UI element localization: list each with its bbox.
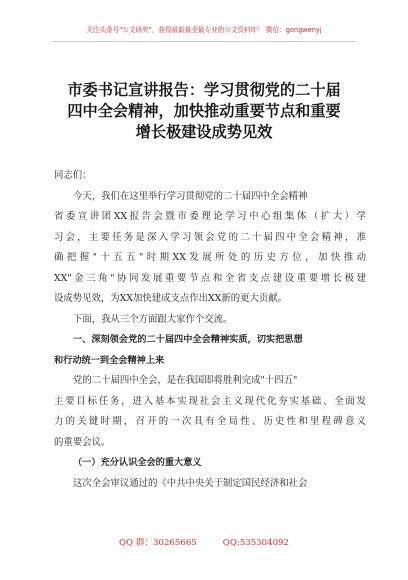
paragraph-line: 的重要会议。 bbox=[54, 436, 111, 448]
intro-line: XX"金三角"协同发展重要节点和全省支点建设重要增长极建 bbox=[54, 272, 366, 284]
intro-line: 确把握"十五五"时期XX发展所处的历史方位，加快推动 bbox=[54, 252, 366, 263]
intro-paragraph bbox=[54, 187, 366, 310]
title-line: 增长极建设成势见效 bbox=[135, 123, 273, 141]
paragraph-1 bbox=[54, 371, 366, 453]
salutation bbox=[54, 166, 366, 187]
section-heading-line: 一、深刻领会党的二十届四中全会精神实质，切实把思想 bbox=[73, 334, 303, 345]
paragraph-line: 力的关键时期，召开的一次具有全局性、历史性和里程碑意义 bbox=[54, 416, 366, 427]
document-title bbox=[40, 80, 368, 143]
intro-line: 设成势见效，为XX加快建成支点作出XX新的更大贡献。 bbox=[54, 293, 287, 304]
salutation-text: 同志们： bbox=[54, 170, 92, 181]
subsection-heading-1 bbox=[54, 453, 366, 474]
footer-qq-group: QQ 群：30265665 bbox=[119, 538, 197, 548]
transition-text: 下面，我从三个方面跟大家作个交流。 bbox=[73, 313, 233, 325]
intro-line: 习会，主要任务是深入学习领会党的二十届四中全会精神，准 bbox=[54, 231, 366, 243]
intro-line: 今天，我们在这里举行学习贯彻党的二十届四中全会精神 bbox=[73, 190, 308, 202]
header-promo-note bbox=[0, 26, 408, 35]
transition-paragraph bbox=[54, 310, 366, 331]
paragraph-line: 这次全会审议通过的《中共中央关于制定国民经济和社会 bbox=[73, 477, 308, 489]
section-heading-line: 和行动统一到全会精神上来 bbox=[54, 354, 165, 366]
paragraph-2 bbox=[54, 474, 366, 495]
title-line: 市委书记宣讲报告：学习贯彻党的二十届 bbox=[67, 81, 341, 99]
header-divider bbox=[52, 41, 356, 42]
section-heading-1 bbox=[54, 330, 366, 371]
paragraph-line: 党的二十届四中全会，是在我国即将胜利完成"十四五" bbox=[73, 375, 298, 386]
title-line: 四中全会精神，加快推动重要节点和重要 bbox=[67, 102, 341, 120]
paragraph-line: 主要目标任务，进入基本实现社会主义现代化夯实基础、全面发 bbox=[54, 395, 366, 407]
intro-line: 省委宣讲团XX报告会暨市委理论学习中心组集体（扩大）学 bbox=[54, 211, 366, 222]
header-promo-text: 关注头条号"公文研究"，获得最新最全最专业的公文资料库！ 微信：gongwenyj bbox=[86, 26, 322, 34]
subsection-heading-text: （一）充分认识全会的重大意义 bbox=[73, 457, 202, 468]
document-body bbox=[54, 166, 366, 494]
footer-contact bbox=[0, 537, 408, 549]
footer-qq-number: QQ:535304092 bbox=[222, 538, 289, 548]
